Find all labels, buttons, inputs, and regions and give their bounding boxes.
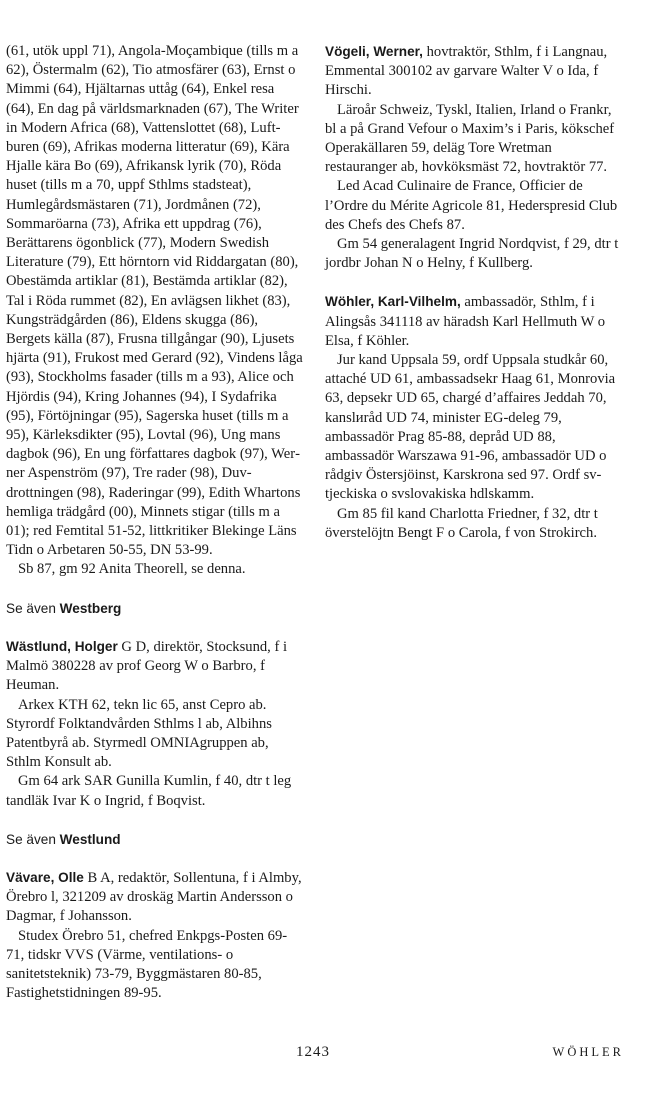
running-head: WÖHLER (552, 1045, 624, 1059)
entry-career: Jur kand Uppsala 59, ordf Uppsala studkår 60, attaché UD 61, ambassadsekr Haag 61, Monrovia 63, depsekr UD 65, chargé d’affaires Jeddah 70, kanslиråd UD 74, minister EG-deleg 79, ambassadör Prag 85-88, depråd UD 88, ambassadör Warszawa 91-96, ambassadör UD o rådgiv Östersjöinst, Karskrona sed 97. Ordf sv-tjeckiska o svslovakiska hdlskamm. (325, 352, 616, 503)
entry-wastlund (6, 637, 304, 811)
entry-honors: Led Acad Culinaire de France, Officier de l’Ordre du Mérite Agricole 81, Hederspresid Club des Chefs des Chefs 87. (325, 178, 618, 233)
entry-name: Wästlund, Holger (6, 638, 118, 654)
entry-name: Wöhler, Karl-Vilhelm, (325, 294, 461, 310)
entry-header: Vävare, Olle B A, redaktör, Sollentuna, f i Almby, Örebro l, 321209 av droskäg Martin Andersson o Dagmar, f Johansson. (6, 869, 302, 925)
continuation-family: Sb 87, gm 92 Anita Theorell, se denna. (18, 561, 246, 578)
entry-education: Läroår Schweiz, Tyskl, Italien, Irland o Frankr, bl a på Grand Vefour o Maxim’s i Paris, kökschef Operakällaren 59, deläg Tore Wretman restauranger ab, hovköksmäst 72, hovtraktör 77. (325, 101, 615, 176)
entry-header: Wästlund, Holger G D, direktör, Stocksund, f i Malmö 380228 av prof Georg W o Barbro, f Heuman. (6, 638, 288, 694)
entry-career: Arkex KTH 62, tekn lic 65, anst Cepro ab. Styrordf Folktandvården Sthlms l ab, Albihns Patentbyrå ab. Styrmedl OMNIAgruppen ab, Sthlm Konsult ab. (6, 696, 272, 771)
entry-career: Studex Örebro 51, chefred Enkpgs-Posten 69-71, tidskr VVS (Värme, ventilations- o sanitetsteknik) 73-79, Byggmästaren 80-85, Fastighetstidningen 89-95. (6, 927, 288, 1002)
entry-vavare (6, 868, 304, 1003)
see-also-westlund: Se även Westlund (6, 831, 121, 847)
entry-family: Gm 85 fil kand Charlotta Friedner, f 32, dtr t överstelöjtn Bengt F o Carola, f von Strokirch. (325, 505, 598, 541)
entry-name: Vävare, Olle (6, 869, 84, 885)
entry-vogeli (325, 42, 622, 273)
left-column (6, 42, 304, 1003)
see-also-westberg: Se även Westberg (6, 600, 122, 616)
entry-wohler (325, 292, 622, 543)
right-column (325, 42, 622, 543)
entry-family: Gm 64 ark SAR Gunilla Kumlin, f 40, dtr t leg tandläk Ivar K o Ingrid, f Boqvist. (6, 773, 292, 809)
entry-family: Gm 54 generalagent Ingrid Nordqvist, f 29, dtr t jordbr Johan N o Helny, f Kullberg. (325, 236, 619, 272)
entry-name: Vögeli, Werner, (325, 44, 423, 59)
page-number: 1243 (296, 1044, 330, 1060)
entry-header: Wöhler, Karl-Vilhelm, ambassadör, Sthlm, f i Alingsås 341118 av häradsh Karl Hellmuth W o Elsa, f Köhler. (325, 294, 606, 349)
entry-header: Vögeli, Werner, hovtraktör, Sthlm, f i Langnau, Emmental 300102 av garvare Walter V o Ida, f Hirschi. (325, 44, 608, 99)
continuation-works: (61, utök uppl 71), Angola-Moçambique (tills m a 62), Östermalm (62), Tio atmosfärer (63), Ernst o Mimmi (64), Hjältarnas uttåg (64), Enkel resa (64), En dag på världsmarknaden (67), The Writer in Modern Africa (68), Vattenslottet (68), Luftburen (69), Afrikas moderna litteratur (69), Kära Hjalle kära Bo (69), Afrikansk lyrik (70), Röda huset (tills m a 70, uppf Sthlms stadsteat), Humlegårdsmästaren (71), Jordmånen (72), Sommaröarna (73), Afrika ett uppdrag (76), Berättarens ögonblick (77), Modern Swedish Literature (79), Ett hörntorn vid Riddargatan (80), Obestämda artiklar (81), Bestämda artiklar (82), Tal i Röda rummet (82), En avlägsen likhet (83), Kungsträdgården (86), Eldens skugga (86), Bergets källa (87), Frusna tillgångar (90), Ljusets hjärta (91), Frukost med Gerard (92), Vindens låga (93), Stockholms fasader (tills m a 93), Alice och Hjördis (94), Kring Johannes (94), I Sydafrika (95), Förtöjningar (95), Sagerska huset (tills m a 95), Kärleksdikter (95), Lovtal (96), Ung mans dagbok (96), En ung författares dagbok (97), Werner Aspenström (97), Tre rader (98), Duvdrottningen (98), Raderingar (99), Edith Whartons hemliga trädgård (00), Minnets stigar (tills m a 01); red Femtital 51-52, littkritiker Blekinge Läns Tidn o Arbetaren 50-55, DN 53-99. (6, 43, 303, 559)
